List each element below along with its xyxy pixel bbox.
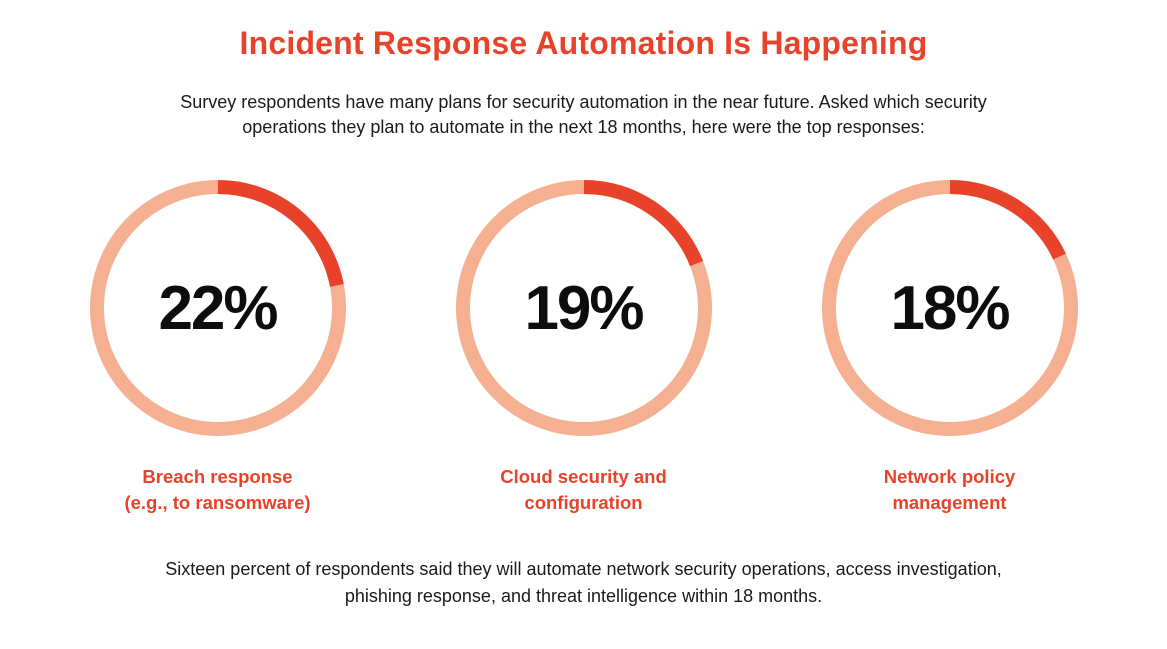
donut-label-line-1: Network policy	[883, 466, 1016, 487]
donut-card-breach-response	[35, 180, 401, 516]
footer-text	[0, 556, 1167, 610]
percentage-value: 22%	[158, 273, 277, 343]
donut-chart-network-policy	[822, 180, 1078, 436]
footer-text-line-1: Sixteen percent of respondents said they will automate network security operations, access investigation,	[165, 559, 1002, 579]
intro-text-line-2: operations they plan to automate in the next 18 months, here were the top responses:	[242, 117, 925, 137]
donut-label-cloud-security	[500, 464, 667, 516]
intro-text	[0, 90, 1167, 140]
intro-text-line-1: Survey respondents have many plans for security automation in the near future. Asked which security	[180, 92, 987, 112]
page-title: Incident Response Automation Is Happening	[239, 25, 928, 61]
footer-text-line-2: phishing response, and threat intelligence within 18 months.	[344, 586, 823, 606]
donut-card-cloud-security	[401, 180, 767, 516]
donut-card-network-policy	[767, 180, 1133, 516]
percentage-value: 19%	[524, 273, 643, 343]
donut-label-line-1: Breach response	[142, 466, 293, 487]
donut-chart-breach-response	[90, 180, 346, 436]
donut-chart-cloud-security	[456, 180, 712, 436]
donut-chart-row	[0, 180, 1167, 516]
donut-label-line-2: (e.g., to ransomware)	[124, 492, 311, 513]
donut-label-line-1: Cloud security and	[500, 466, 667, 487]
donut-label-line-2: management	[892, 492, 1007, 513]
donut-label-network-policy	[884, 464, 1016, 516]
donut-label-breach-response	[124, 464, 310, 516]
donut-label-line-2: configuration	[524, 492, 643, 513]
percentage-value: 18%	[890, 273, 1009, 343]
